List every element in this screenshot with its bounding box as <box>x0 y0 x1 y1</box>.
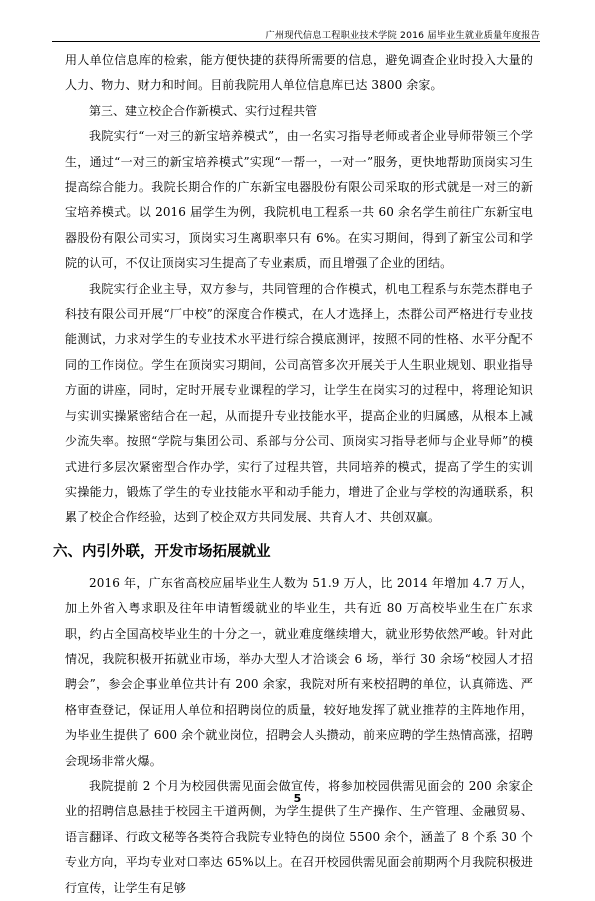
paragraph-continued: 用人单位信息库的检索，能方便快捷的获得所需要的信息，避免调查企业时投入大量的人力、物力、财力和时间。目前我院用人单位信息库已达 3800 余家。 <box>65 53 533 93</box>
header-rule <box>52 41 540 42</box>
document-body <box>53 48 533 901</box>
page-number: 5 <box>293 792 302 805</box>
paragraph: 我院实行企业主导，双方参与，共同管理的合作模式，机电工程系与东莞杰群电子科技有限公司开展“厂中校”的深度合作模式，在人才选择上，杰群公司严格进行专业技能测试，力求对学生的专业技术水平进行综合摸底测评，按照不同的性格、水平分配不同的工作岗位。学生在顶岗实习期间，公司高管多次开展关于人生职业规划、职业指导方面的讲座，同时，定时开展专业课程的学习，让学生在岗实习的过程中，将理论知识与实训实操紧密结合在一起，从而提升专业技能水平，提高企业的归属感，从根本上减少流失率。按照“学院与集团公司、系部与分公司、顶岗实习指导老师与企业导师”的模式进行多层次紧密型合作办学，实行了过程共管，共同培养的模式，提高了学生的实训实操能力，锻炼了学生的专业技能水平和动手能力，增进了企业与学校的沟通联系，积累了校企合作经验，达到了校企双方共同发展、共育人才、共创双赢。 <box>65 281 533 525</box>
page-header: 广州现代信息工程职业技术学院 2016 届毕业生就业质量年度报告 <box>265 30 540 41</box>
paragraph: 我院实行“一对三的新宝培养模式”，由一名实习指导老师或者企业导师带领三个学生，通过“一对三的新宝培养模式”实现“一帮一，一对一”服务，更快地帮助顶岗实习生提高综合能力。我院长期合作的广东新宝电器股份有限公司采取的形式就是一对三的新宝培养模式。以 2016 届学生为例，我院机电工程系一共 60 余名学生前往广东新宝电器股份有限公司实习，顶岗实习生离职率只有 6%。在实习期间，得到了新宝公司和学院的认可，不仅让顶岗实习生提高了专业素质，而且增强了企业的团结。 <box>65 129 533 271</box>
paragraph: 我院提前 2 个月为校园供需见面会做宣传，将参加校园供需见面会的 200 余家企业的招聘信息悬挂于校园主干道两侧，为学生提供了生产操作、生产管理、金融贸易、语言翻译、行政文秘等各类符合我院专业特色的岗位 5500 余个，涵盖了 8 个系 30 个专业方向，平均专业对口率达 65%以上。在召开校园供需见面会前期两个月我院积极进行宣传，让学生有足够 <box>65 778 533 895</box>
subsection-heading: 第三、建立校企合作新模式、实行过程共管 <box>89 103 318 118</box>
paragraph: 2016 年，广东省高校应届毕业生人数为 51.9 万人，比 2014 年增加 4.7 万人，加上外省入粤求职及往年申请暂缓就业的毕业生，共有近 80 万高校毕业生在广东求职，约占全国高校毕业生的十分之一，就业难度继续增大，就业形势依然严峻。针对此情况，我院积极开拓就业市场，举办大型人才洽谈会 6 场，举行 30 余场“校园人才招聘会”，参会企事业单位共计有 200 余家，我院对所有来校招聘的单位，认真筛选、严格审查登记，保证用人单位和招聘岗位的质量，较好地发挥了就业推荐的主阵地作用，为毕业生提供了 600 余个就业岗位，招聘会人头攒动，前来应聘的学生热情高涨，招聘会现场非常火爆。 <box>65 575 533 768</box>
section-heading: 六、内引外联，开发市场拓展就业 <box>53 543 271 560</box>
